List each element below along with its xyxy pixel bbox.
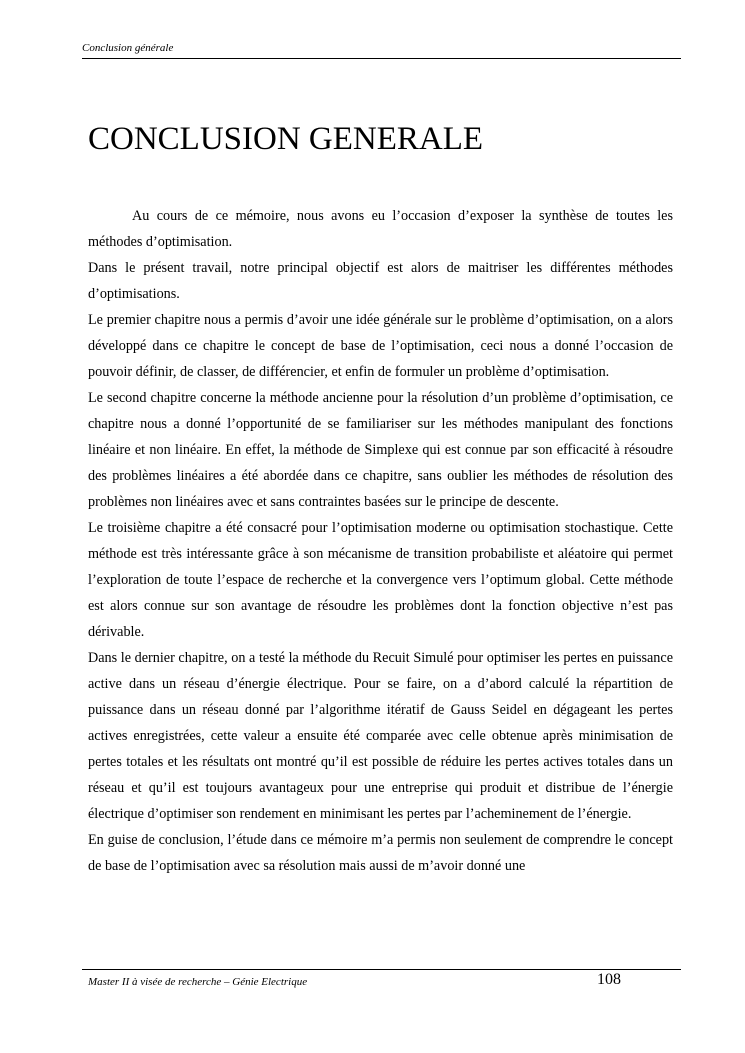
body-text	[88, 203, 673, 879]
paragraph-last-chapter: Dans le dernier chapitre, on a testé la méthode du Recuit Simulé pour optimiser les pertes en puissance active dans un réseau d’énergie électrique. Pour se faire, on a d’abord calculé la répartition de puissance dans un réseau donné par l’algorithme itératif de Gauss Seidel en dégageant les pertes actives enregistrées, cette valeur a ensuite été comparée avec celle obtenue après minimisation de pertes totales et les résultats ont montré qu’il est possible de réduire les pertes actives totales dans un réseau et qu’il est toujours avantageux pour une entreprise qui produit et distribue de l’énergie électrique d’optimiser son rendement en minimisant les pertes par l’acheminement de l’énergie.	[88, 650, 673, 822]
paragraph-chapter-two: Le second chapitre concerne la méthode ancienne pour la résolution d’un problème d’optimisation, ce chapitre nous a donné l’opportunité de se familiariser sur les méthodes manipulant des fonctions linéaire et non linéaire. En effet, la méthode de Simplexe qui est connue par son efficacité à résoudre des problèmes linéaires a été abordée dans ce chapitre, sans oublier les méthodes de résolution des problèmes non linéaires avec et sans contraintes basées sur le principe de descente.	[88, 390, 673, 510]
paragraph-conclusion: En guise de conclusion, l’étude dans ce mémoire m’a permis non seulement de comprendre le concept de base de l’optimisation avec sa résolution mais aussi de m’avoir donné une	[88, 832, 673, 874]
running-header: Conclusion générale	[82, 42, 174, 54]
paragraph-chapter-one: Le premier chapitre nous a permis d’avoir une idée générale sur le problème d’optimisation, on a alors développé dans ce chapitre le concept de base de l’optimisation, ceci nous a donné l’occasion de pouvoir définir, de classer, de différencier, et enfin de formuler un problème d’optimisation.	[88, 312, 673, 380]
paragraph-objective: Dans le présent travail, notre principal objectif est alors de maitriser les différentes méthodes d’optimisations.	[88, 260, 673, 302]
footer-program: Master II à visée de recherche – Génie Electrique	[88, 976, 308, 988]
chapter-title: CONCLUSION GENERALE	[88, 121, 484, 157]
paragraph-intro: Au cours de ce mémoire, nous avons eu l’occasion d’exposer la synthèse de toutes les méthodes d’optimisation.	[88, 208, 673, 250]
header-rule	[82, 58, 681, 59]
footer-rule	[82, 969, 681, 970]
paragraph-chapter-three: Le troisième chapitre a été consacré pour l’optimisation moderne ou optimisation stochastique. Cette méthode est très intéressante grâce à son mécanisme de transition probabiliste et aléatoire qui permet l’exploration de toute l’espace de recherche et la convergence vers l’optimum global. Cette méthode est alors connue sur son avantage de résoudre les problèmes dont la fonction objective n’est pas dérivable.	[88, 520, 673, 640]
page-number: 108	[597, 971, 621, 988]
